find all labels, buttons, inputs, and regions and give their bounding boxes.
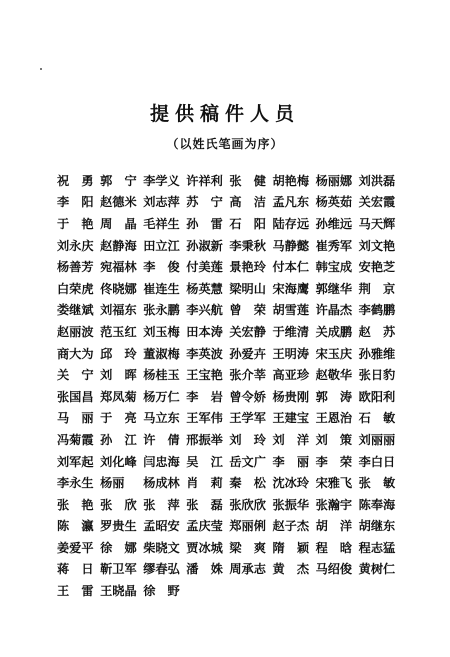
name-row xyxy=(57,278,402,300)
contributor-name: 闫忠海 xyxy=(143,454,180,469)
contributor-name: 蒋 日 xyxy=(57,562,94,577)
page-mark xyxy=(40,68,42,70)
name-row xyxy=(57,192,402,214)
contributor-name: 孟凡东 xyxy=(272,195,310,210)
contributor-name: 李学义 xyxy=(143,173,180,188)
name-row xyxy=(57,472,402,494)
contributor-name: 李 荣 xyxy=(315,454,353,469)
contributor-name: 赵敬华 xyxy=(315,368,353,383)
contributor-name: 贾冰城 xyxy=(186,540,223,555)
contributor-name: 祝 勇 xyxy=(57,173,94,188)
contributor-name: 程志猛 xyxy=(358,540,396,555)
contributor-name: 苏 宁 xyxy=(186,195,223,210)
contributor-name: 白荣虎 xyxy=(57,281,94,296)
contributor-name: 马绍俊 xyxy=(315,562,353,577)
contributor-name: 刘志萍 xyxy=(143,195,180,210)
contributor-name: 孙 江 xyxy=(100,432,137,447)
contributor-name: 石 阳 xyxy=(229,216,266,231)
contributor-name: 刘丽丽 xyxy=(358,432,396,447)
contributor-name: 韩宝成 xyxy=(315,260,353,275)
contributor-name: 李永生 xyxy=(57,476,94,491)
contributor-name: 王 雷 xyxy=(57,584,94,599)
contributor-name: 刘化峰 xyxy=(100,454,137,469)
contributor-name: 李 阳 xyxy=(57,195,94,210)
contributor-name: 高 洁 xyxy=(229,195,266,210)
contributor-name: 宋玉庆 xyxy=(315,346,353,361)
contributor-name: 王学军 xyxy=(229,411,266,426)
contributor-name: 陈奉海 xyxy=(358,497,396,512)
contributor-name: 冯菊霞 xyxy=(57,432,94,447)
contributor-name: 郑丽俐 xyxy=(229,519,266,534)
contributor-name: 靳卫军 xyxy=(100,562,137,577)
contributor-name: 柴晓文 xyxy=(143,540,180,555)
contributor-name: 李鹤鹏 xyxy=(358,303,396,318)
contributor-name: 关宏静 xyxy=(229,324,266,339)
contributor-name: 陆存远 xyxy=(272,216,310,231)
contributor-name: 胡继东 xyxy=(358,519,396,534)
contributor-name: 刘洪磊 xyxy=(358,173,396,188)
contributor-name: 王明涛 xyxy=(272,346,310,361)
contributor-name: 徐 娜 xyxy=(100,540,137,555)
name-row xyxy=(57,516,402,538)
name-row xyxy=(57,300,402,322)
contributor-name: 于 亮 xyxy=(100,411,137,426)
contributor-name: 杨英茹 xyxy=(315,195,353,210)
name-row xyxy=(57,364,402,386)
contributor-name: 杨万仁 xyxy=(143,389,180,404)
contributor-name: 周承志 xyxy=(229,562,266,577)
contributor-name: 岳文广 xyxy=(229,454,266,469)
name-row xyxy=(57,343,402,365)
name-row xyxy=(57,537,402,559)
contributor-name: 商大为 xyxy=(57,346,94,361)
contributor-name: 赵静海 xyxy=(100,238,137,253)
name-row xyxy=(57,429,402,451)
contributor-list xyxy=(57,170,402,602)
contributor-name: 佟晓娜 xyxy=(100,281,137,296)
contributor-name: 张 欣 xyxy=(100,497,137,512)
contributor-name: 孙维远 xyxy=(315,216,353,231)
contributor-name: 赵子杰 xyxy=(272,519,310,534)
contributor-name: 王军伟 xyxy=(186,411,223,426)
contributor-name: 刘军起 xyxy=(57,454,94,469)
contributor-name: 欧阳利 xyxy=(358,389,396,404)
contributor-name: 关 宁 xyxy=(57,368,94,383)
contributor-name: 田立江 xyxy=(143,238,180,253)
contributor-name: 李 岩 xyxy=(186,389,223,404)
contributor-name: 董淑梅 xyxy=(143,346,180,361)
contributor-name: 宋雅飞 xyxy=(315,476,353,491)
contributor-name: 郭 涛 xyxy=(315,389,353,404)
contributor-name: 付美莲 xyxy=(186,260,223,275)
contributor-name: 高亚珍 xyxy=(272,368,310,383)
contributor-name: 孟昭安 xyxy=(143,519,180,534)
name-row xyxy=(57,386,402,408)
contributor-name: 黄树仁 xyxy=(358,562,396,577)
name-row xyxy=(57,213,402,235)
contributor-name: 李兴航 xyxy=(186,303,223,318)
contributor-name: 刘玉梅 xyxy=(143,324,180,339)
contributor-name: 付本仁 xyxy=(272,260,310,275)
page-title: 提供稿件人员 xyxy=(149,103,300,125)
contributor-name: 肖 莉 xyxy=(186,476,223,491)
contributor-name: 张介莘 xyxy=(229,368,266,383)
contributor-name: 荆 京 xyxy=(358,281,396,296)
contributor-name: 刘 玲 xyxy=(229,432,266,447)
contributor-name: 刘 洋 xyxy=(272,432,310,447)
contributor-name: 马 丽 xyxy=(57,411,94,426)
contributor-name: 李英波 xyxy=(186,346,223,361)
contributor-name: 李秉秋 xyxy=(229,238,266,253)
contributor-name: 赵德米 xyxy=(100,195,137,210)
contributor-name: 梁 爽 xyxy=(229,540,266,555)
contributor-name: 许晶杰 xyxy=(315,303,353,318)
contributor-name: 曾 荣 xyxy=(229,303,266,318)
contributor-name: 邱 玲 xyxy=(100,346,137,361)
contributor-name: 罗贵生 xyxy=(100,519,137,534)
contributor-name: 范玉红 xyxy=(100,324,137,339)
contributor-name: 程 晗 xyxy=(315,540,353,555)
contributor-name: 关成鹏 xyxy=(315,324,353,339)
contributor-name: 娄继斌 xyxy=(57,303,94,318)
name-row xyxy=(57,494,402,516)
contributor-name: 孙爱卉 xyxy=(229,346,266,361)
name-row xyxy=(57,321,402,343)
contributor-name: 沈冰玲 xyxy=(272,476,310,491)
contributor-name: 马静懿 xyxy=(272,238,310,253)
contributor-name: 胡 洋 xyxy=(315,519,353,534)
contributor-name: 隋 颖 xyxy=(272,540,310,555)
contributor-name: 刘文艳 xyxy=(358,238,396,253)
contributor-name: 张永鹏 xyxy=(143,303,180,318)
contributor-name: 于 艳 xyxy=(57,216,94,231)
contributor-name: 邢振举 xyxy=(186,432,223,447)
contributor-name: 杨丽 xyxy=(100,476,125,491)
contributor-name: 李 丽 xyxy=(272,454,310,469)
contributor-name: 孟庆莹 xyxy=(186,519,223,534)
contributor-name: 杨善芳 xyxy=(57,260,94,275)
contributor-name: 胡艳梅 xyxy=(272,173,310,188)
contributor-name: 郭继华 xyxy=(315,281,353,296)
contributor-name: 崔连生 xyxy=(143,281,180,296)
contributor-name: 姜爱平 xyxy=(57,540,94,555)
contributor-name: 曾令娇 xyxy=(229,389,266,404)
contributor-name: 马立东 xyxy=(143,411,180,426)
page-subtitle: （以姓氏笔画为序） xyxy=(166,137,284,151)
contributor-name: 张 健 xyxy=(229,173,266,188)
contributor-name: 宋海鹰 xyxy=(272,281,310,296)
contributor-name: 张瀚宇 xyxy=(315,497,353,512)
contributor-name: 孙 雷 xyxy=(186,216,223,231)
contributor-name: 许祥利 xyxy=(186,173,223,188)
contributor-name: 宛福林 xyxy=(100,260,137,275)
contributor-name: 石 敏 xyxy=(358,411,396,426)
contributor-name: 张 磊 xyxy=(186,497,223,512)
contributor-name: 赵 苏 xyxy=(358,324,396,339)
contributor-name: 崔秀军 xyxy=(315,238,353,253)
contributor-name: 景艳玲 xyxy=(229,260,266,275)
contributor-name: 张振华 xyxy=(272,497,310,512)
contributor-name: 王晓晶 xyxy=(100,584,137,599)
contributor-name: 缪春弘 xyxy=(143,562,180,577)
name-row xyxy=(57,170,402,192)
contributor-name: 郭 宁 xyxy=(100,173,137,188)
contributor-name: 于维清 xyxy=(272,324,310,339)
contributor-name: 杨丽娜 xyxy=(315,173,353,188)
contributor-name: 杨桂玉 xyxy=(143,368,180,383)
contributor-name: 孙雅维 xyxy=(358,346,396,361)
contributor-name: 王恩治 xyxy=(315,411,353,426)
contributor-name: 许 倩 xyxy=(143,432,180,447)
contributor-name: 刘福东 xyxy=(100,303,137,318)
contributor-name: 黄 杰 xyxy=(272,562,310,577)
name-row xyxy=(57,408,402,430)
contributor-name: 杨贵刚 xyxy=(272,389,310,404)
contributor-name: 李白日 xyxy=(358,454,396,469)
contributor-name: 王建宝 xyxy=(272,411,310,426)
contributor-name: 赵丽波 xyxy=(57,324,94,339)
contributor-name: 张 敏 xyxy=(358,476,396,491)
contributor-name: 张国昌 xyxy=(57,389,94,404)
name-row xyxy=(57,559,402,581)
contributor-name: 刘 策 xyxy=(315,432,353,447)
contributor-name: 毛祥生 xyxy=(143,216,180,231)
contributor-name: 安艳芝 xyxy=(358,260,396,275)
contributor-name: 陈 瀛 xyxy=(57,519,94,534)
contributor-name: 孙淑新 xyxy=(186,238,223,253)
name-row xyxy=(57,256,402,278)
contributor-name: 梁明山 xyxy=(229,281,266,296)
name-row xyxy=(57,235,402,257)
contributor-name: 张欣欣 xyxy=(229,497,266,512)
contributor-name: 潘 姝 xyxy=(186,562,223,577)
contributor-name: 秦 松 xyxy=(229,476,266,491)
contributor-name: 张日豹 xyxy=(358,368,396,383)
contributor-name: 杨成林 xyxy=(143,476,180,491)
name-row xyxy=(57,580,402,602)
contributor-name: 王宝艳 xyxy=(186,368,223,383)
contributor-name: 田本涛 xyxy=(186,324,223,339)
name-row xyxy=(57,451,402,473)
contributor-name: 刘 晖 xyxy=(100,368,137,383)
contributor-name: 郑凤菊 xyxy=(100,389,137,404)
contributor-name: 刘永庆 xyxy=(57,238,94,253)
contributor-name: 张 萍 xyxy=(143,497,180,512)
contributor-name: 周 晶 xyxy=(100,216,137,231)
contributor-name: 杨英慧 xyxy=(186,281,223,296)
contributor-name: 吴 江 xyxy=(186,454,223,469)
contributor-name: 胡雪莲 xyxy=(272,303,310,318)
contributor-name: 关宏霞 xyxy=(358,195,396,210)
contributor-name: 马天辉 xyxy=(358,216,396,231)
contributor-name: 徐 野 xyxy=(143,584,180,599)
contributor-name: 张 艳 xyxy=(57,497,94,512)
contributor-name: 李 俊 xyxy=(143,260,180,275)
